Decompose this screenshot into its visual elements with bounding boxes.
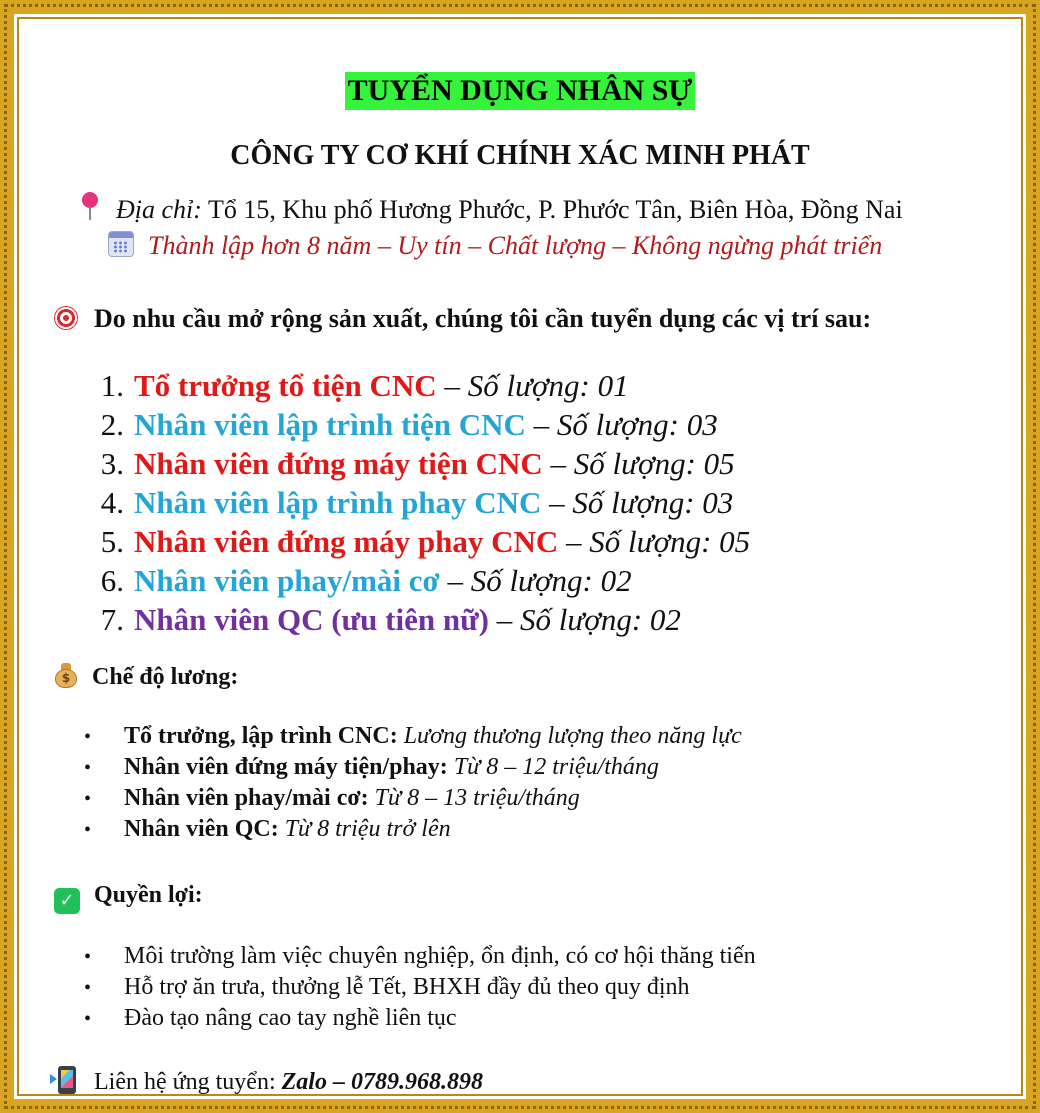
position-quantity: – Số lượng: 05 [558,524,751,559]
salary-list [84,721,742,845]
headline: TUYỂN DỤNG NHÂN SỰ [345,72,696,110]
position-number: 2. [100,407,124,442]
benefits-heading [54,882,203,914]
position-quantity: – Số lượng: 02 [489,602,681,637]
contact-label: Liên hệ ứng tuyển: [94,1069,282,1095]
salary-item [84,752,742,783]
salary-heading [54,662,238,691]
position-item [86,366,750,405]
salary-item-label: Nhân viên QC: [124,816,279,842]
address-line [80,192,903,225]
position-title: Nhân viên QC (ưu tiên nữ) [134,602,490,637]
company-name: CÔNG TY CƠ KHÍ CHÍNH XÁC MINH PHÁT [230,140,810,171]
check-mark-icon: ✓ [54,888,80,914]
position-title: Nhân viên lập trình phay CNC [134,485,542,520]
position-quantity: – Số lượng: 05 [542,446,735,481]
position-number: 7. [100,602,124,637]
position-quantity: – Số lượng: 01 [436,368,629,403]
salary-item [84,814,742,845]
salary-item [84,783,742,814]
salary-item-value: Từ 8 triệu trở lên [278,816,451,842]
motto-text: Thành lập hơn 8 năm – Uy tín – Chất lượng – Không ngừng phát triển [148,231,883,260]
position-title: Nhân viên lập trình tiện CNC [134,407,526,442]
calendar-icon [108,231,134,257]
position-item [86,522,750,561]
benefit-item: • Hỗ trợ ăn trưa, thưởng lễ Tết, BHXH đầy đủ theo quy định [84,972,756,1003]
salary-item-value: Lương thương lượng theo năng lực [397,723,742,749]
benefit-item: • Môi trường làm việc chuyên nghiệp, ổn định, có cơ hội thăng tiến [84,941,756,972]
salary-item-label: Nhân viên phay/mài cơ: [124,785,369,811]
position-title: Nhân viên đứng máy tiện CNC [134,446,543,481]
salary-item [84,721,742,752]
salary-item-value: Từ 8 – 13 triệu/tháng [368,785,580,811]
position-title: Nhân viên phay/mài cơ [134,563,440,598]
position-item [86,561,750,600]
contact-line [54,1066,483,1096]
money-bag-icon: $ [54,662,78,688]
motto-line [108,231,882,261]
position-number: 4. [100,485,124,520]
position-item [86,444,750,483]
intro-line [54,304,871,334]
target-icon [54,306,78,330]
salary-item-value: Từ 8 – 12 triệu/tháng [447,754,659,780]
position-title: Tổ trưởng tổ tiện CNC [134,368,437,403]
position-item [86,405,750,444]
benefits-list [84,941,756,1034]
position-item [86,483,750,522]
recruitment-notice [28,28,1012,1095]
position-quantity: – Số lượng: 03 [541,485,734,520]
salary-item-label: Nhân viên đứng máy tiện/phay: [124,754,448,780]
position-number: 6. [100,563,124,598]
position-title: Nhân viên đứng máy phay CNC [134,524,559,559]
mobile-phone-icon [58,1066,76,1094]
salary-item-label: Tổ trưởng, lập trình CNC: [124,723,398,749]
contact-value: Zalo – 0789.968.898 [281,1069,483,1095]
position-number: 1. [100,368,124,403]
benefit-item: • Đào tạo nâng cao tay nghề liên tục [84,1003,756,1034]
position-number: 3. [100,446,124,481]
address-value: Tổ 15, Khu phố Hương Phước, P. Phước Tân, Biên Hòa, Đồng Nai [201,195,903,224]
address-label: Địa chỉ: [116,195,202,224]
position-item [86,600,750,639]
position-quantity: – Số lượng: 02 [439,563,632,598]
salary-heading-text: Chế độ lương: [92,664,239,690]
benefits-heading-text: Quyền lợi: [94,882,203,908]
position-number: 5. [100,524,124,559]
position-quantity: – Số lượng: 03 [525,407,718,442]
intro-text: Do nhu cầu mở rộng sản xuất, chúng tôi cần tuyển dụng các vị trí sau: [94,304,872,333]
pushpin-icon [80,192,102,220]
positions-list [86,366,750,639]
